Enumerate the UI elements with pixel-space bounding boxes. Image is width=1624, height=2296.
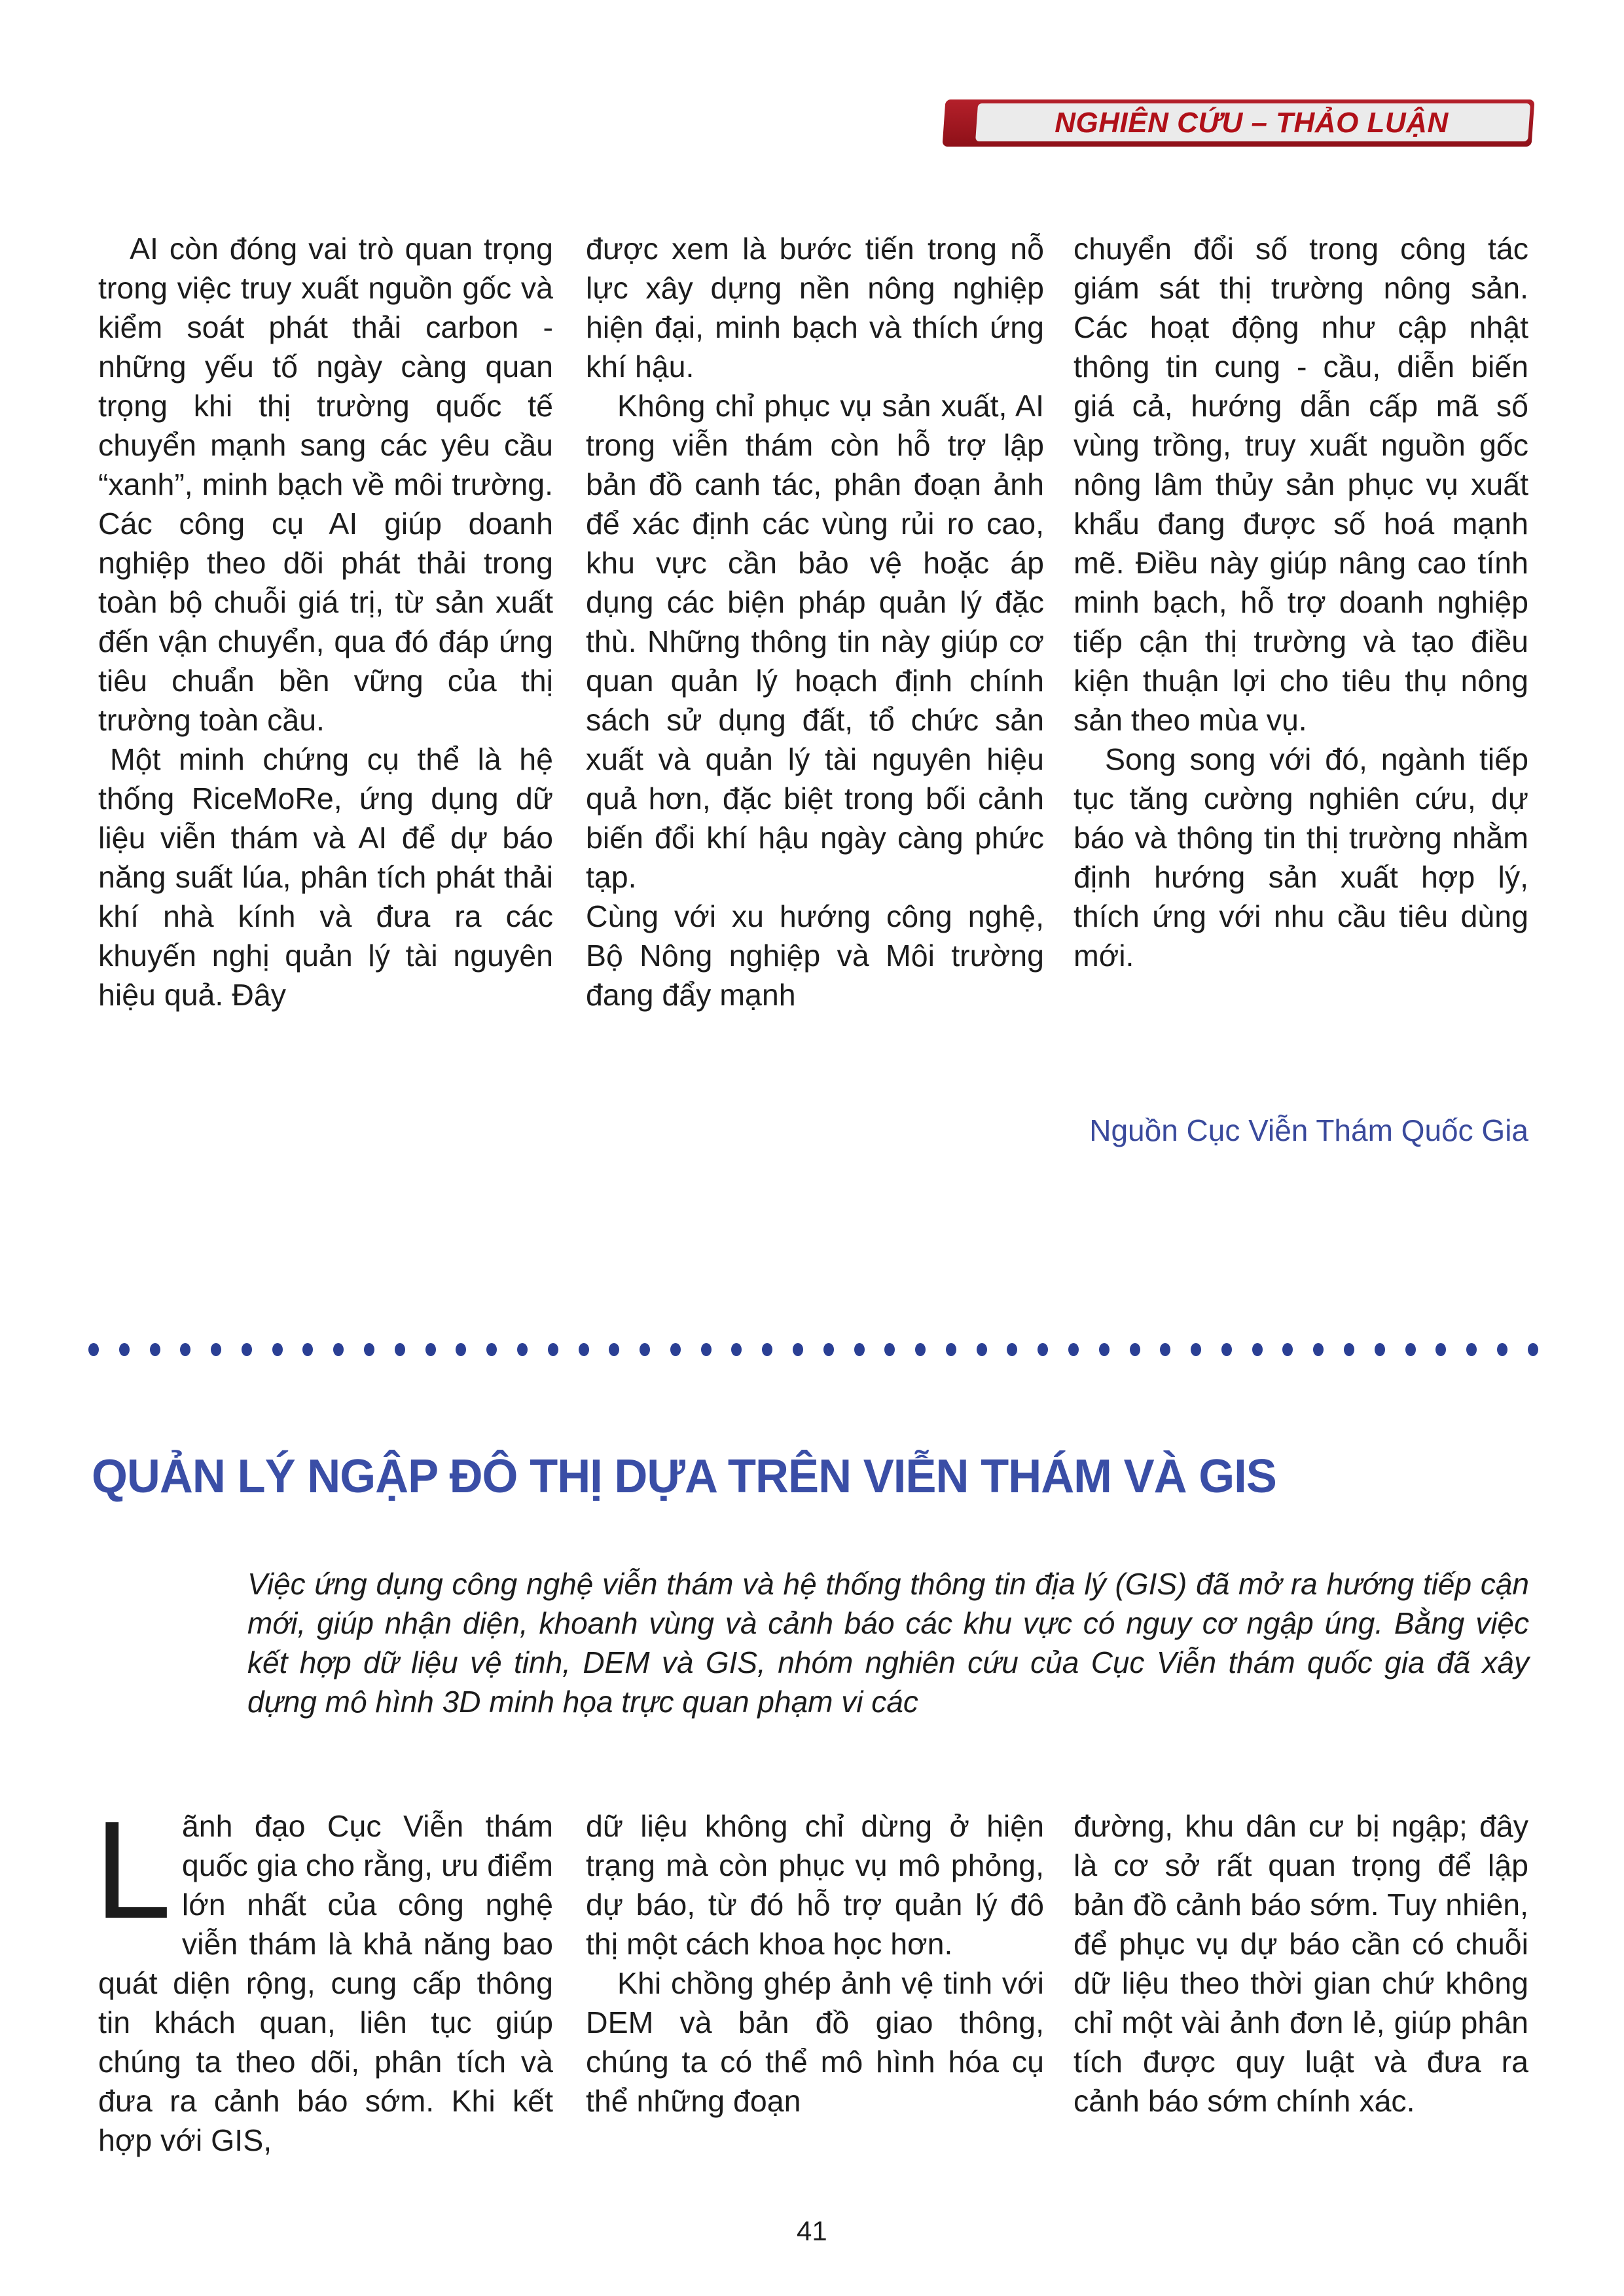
divider-dot [1068, 1343, 1079, 1356]
divider-dot [1099, 1343, 1110, 1356]
paragraph: chuyển đổi số trong công tác giám sát thị trường nông sản. Các hoạt động như cập nhật thông tin cung - cầu, diễn biến giá cả, hướng dẫn cấp mã số vùng trồng, truy xuất nguồn gốc nông lâm thủy sản phục vụ xuất khẩu đang được số hoá mạnh mẽ. Điều này giúp nâng cao tính minh bạch, hỗ trợ doanh nghiệp tiếp cận thị trường và tạo điều kiện thuận lợi cho tiêu thụ nông sản theo mùa vụ. [1074, 232, 1528, 737]
divider-dot [1435, 1343, 1446, 1356]
divider-dot [242, 1343, 252, 1356]
article2-column-1 [94, 1792, 553, 2160]
article1-column-2 [586, 229, 1044, 1014]
divider-dot [609, 1343, 619, 1356]
paragraph: được xem là bước tiến trong nỗ lực xây dựng nền nông nghiệp hiện đại, minh bạch và thích ứng khí hậu. [586, 232, 1044, 384]
divider-dot [486, 1343, 497, 1356]
divider-dot [272, 1343, 283, 1356]
divider-dot [1344, 1343, 1354, 1356]
divider-dot [1221, 1343, 1232, 1356]
divider-dot [1007, 1343, 1017, 1356]
divider-dot [793, 1343, 803, 1356]
article-lead: Việc ứng dụng công nghệ viễn thám và hệ thống thông tin địa lý (GIS) đã mở ra hướng tiếp cận mới, giúp nhận diện, khoanh vùng và cảnh báo các khu vực có nguy cơ ngập úng. Bằng việc kết hợp dữ liệu vệ tinh, DEM và GIS, nhóm nghiên cứu của Cục Viễn thám quốc gia đã xây dựng mô hình 3D minh họa trực quan phạm vi các [247, 1567, 1529, 1719]
paragraph: Khi chồng ghép ảnh vệ tinh với DEM và bản đồ giao thông, chúng ta có thể mô hình hóa cụ thể những đoạn [586, 1966, 1044, 2118]
divider-dot [946, 1343, 956, 1356]
divider-dot [1466, 1343, 1477, 1356]
drop-cap: L [94, 1792, 171, 1947]
paragraph: dữ liệu không chỉ dừng ở hiện trạng mà còn phục vụ mô phỏng, dự báo, từ đó hỗ trợ quản lý đô thị một cách khoa học hơn. [586, 1809, 1044, 1961]
divider-dot [119, 1343, 130, 1356]
divider-dot [1497, 1343, 1507, 1356]
divider-dot [1528, 1343, 1538, 1356]
divider-dot [395, 1343, 405, 1356]
divider-dot [670, 1343, 681, 1356]
dotted-divider [88, 1342, 1538, 1357]
divider-dot [456, 1343, 466, 1356]
divider-dot [1375, 1343, 1385, 1356]
divider-dot [333, 1343, 344, 1356]
divider-dot [579, 1343, 589, 1356]
paragraph: Cùng với xu hướng công nghệ, Bộ Nông nghiệp và Môi trường đang đẩy mạnh [586, 899, 1044, 1012]
paragraph-text: ãnh đạo Cục Viễn thám quốc gia cho rằng, ưu điểm lớn nhất của công nghệ viễn thám là khả năng bao quát diện rộng, cung cấp thông tin khách quan, liên tục giúp chúng ta theo dõi, phân tích và đưa ra cảnh báo sớm. Khi kết hợp với GIS, [98, 1809, 553, 2157]
divider-dot [640, 1343, 650, 1356]
divider-dot [884, 1343, 895, 1356]
paragraph: AI còn đóng vai trò quan trọng trong việc truy xuất nguồn gốc và kiểm soát phát thải carbon - những yếu tố ngày càng quan trọng khi thị trường quốc tế chuyển mạnh sang các yêu cầu “xanh”, minh bạch về môi trường. Các công cụ AI giúp doanh nghiệp theo dõi phát thải trong toàn bộ chuỗi giá trị, từ sản xuất đến vận chuyển, qua đó đáp ứng tiêu chuẩn bền vững của thị trường toàn cầu. [98, 232, 553, 737]
article1-column-1 [98, 229, 553, 1014]
divider-dot [150, 1343, 160, 1356]
divider-dot [302, 1343, 313, 1356]
article-source: Nguồn Cục Viễn Thám Quốc Gia [1089, 1113, 1528, 1147]
divider-dot [1038, 1343, 1048, 1356]
page-number: 41 [797, 2215, 827, 2246]
article-title: QUẢN LÝ NGẬP ĐÔ THỊ DỰA TRÊN VIỄN THÁM VÀ GIS [92, 1450, 1276, 1503]
paragraph: Một minh chứng cụ thể là hệ thống RiceMoRe, ứng dụng dữ liệu viễn thám và AI để dự báo năng suất lúa, phân tích phát thải khí nhà kính và đưa ra các khuyến nghị quản lý tài nguyên hiệu quả. Đây [98, 742, 553, 1012]
divider-dot [211, 1343, 221, 1356]
divider-dot [701, 1343, 712, 1356]
divider-dot [180, 1343, 190, 1356]
divider-dot [823, 1343, 834, 1356]
section-tag: NGHIÊN CỨU – THẢO LUẬN [1055, 107, 1449, 139]
divider-dot [364, 1343, 374, 1356]
divider-dot [915, 1343, 926, 1356]
divider-dot [548, 1343, 558, 1356]
divider-dot [1252, 1343, 1263, 1356]
divider-dot [854, 1343, 865, 1356]
article1-column-3 [1074, 229, 1528, 975]
paragraph: Không chỉ phục vụ sản xuất, AI trong viễn thám còn hỗ trợ lập bản đồ canh tác, phân đoạn ảnh để xác định các vùng rủi ro cao, khu vực cần bảo vệ hoặc áp dụng các biện pháp quản lý đặc thù. Những thông tin này giúp cơ quan quản lý hoạch định chính sách sử dụng đất, tổ chức sản xuất và quản lý tài nguyên hiệu quả hơn, đặc biệt trong bối cảnh biến đổi khí hậu ngày càng phức tạp. [586, 389, 1044, 894]
divider-dot [1405, 1343, 1416, 1356]
paragraph: Song song với đó, ngành tiếp tục tăng cường nghiên cứu, dự báo và thông tin thị trường nhằm định hướng sản xuất hợp lý, thích ứng với nhu cầu tiêu dùng mới. [1074, 742, 1528, 973]
article2-column-3 [1074, 1806, 1528, 2121]
divider-dot [1191, 1343, 1201, 1356]
paragraph: đường, khu dân cư bị ngập; đây là cơ sở rất quan trọng để lập bản đồ cảnh báo sớm. Tuy nhiên, để phục vụ dự báo cần có chuỗi dữ liệu theo thời gian chứ không chỉ một vài ảnh đơn lẻ, giúp phân tích được quy luật và đưa ra cảnh báo sớm chính xác. [1074, 1809, 1528, 2118]
paragraph [94, 1792, 553, 2160]
divider-dot [1160, 1343, 1170, 1356]
divider-dot [731, 1343, 742, 1356]
divider-dot [977, 1343, 987, 1356]
divider-dot [762, 1343, 772, 1356]
divider-dot [1313, 1343, 1324, 1356]
divider-dot [517, 1343, 528, 1356]
divider-dot [1282, 1343, 1293, 1356]
divider-dot [1130, 1343, 1140, 1356]
article2-column-2 [586, 1806, 1044, 2121]
divider-dot [425, 1343, 436, 1356]
divider-dot [88, 1343, 99, 1356]
